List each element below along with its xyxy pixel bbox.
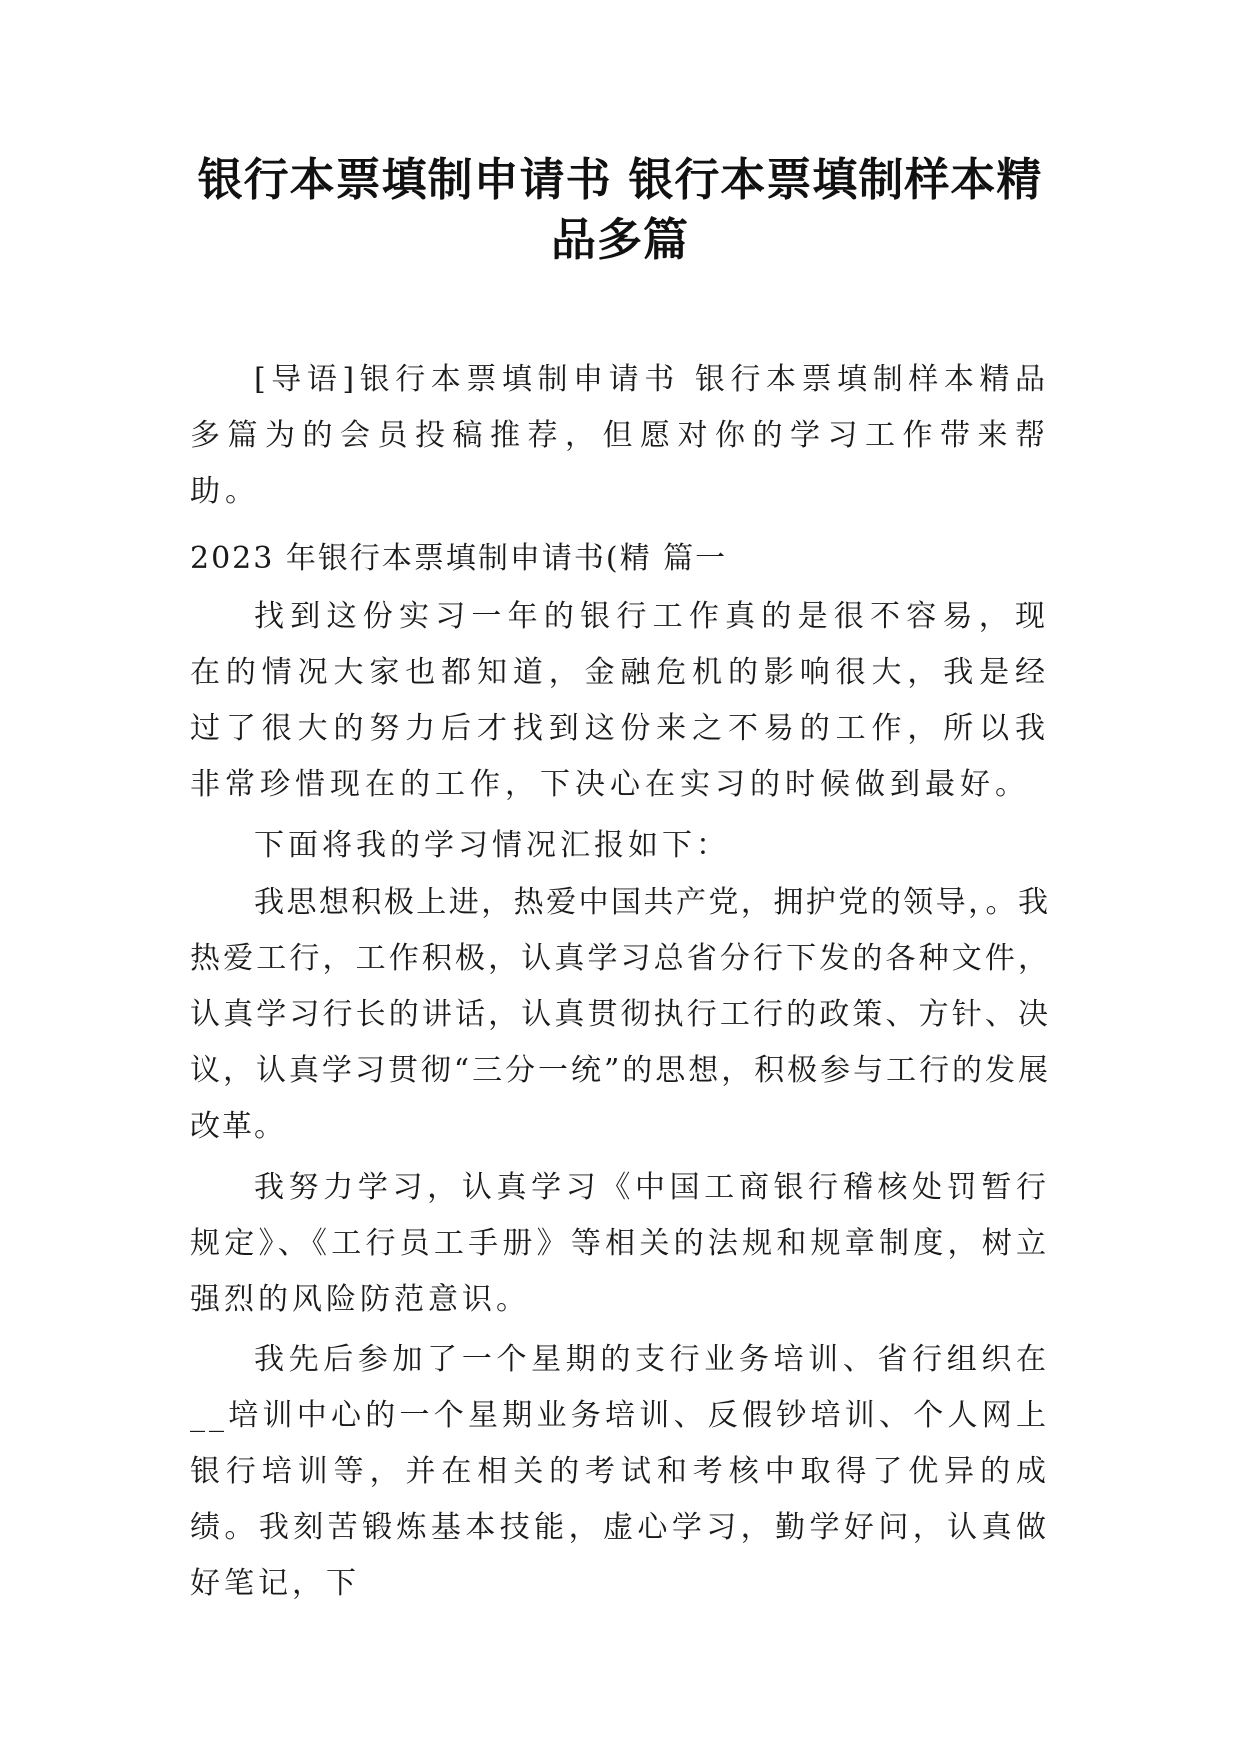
document-title-line-1: 银行本票填制申请书 银行本票填制样本精: [197, 153, 1043, 206]
body-paragraph: 下面将我的学习情况汇报如下：: [254, 828, 730, 863]
intro-paragraph: [导语]银行本票填制申请书 银行本票填制样本精品多篇为的会员投稿推荐，但愿对你的学习工作带来帮助。: [190, 362, 1050, 509]
section-heading: 2023 年银行本票填制申请书(精 篇一: [190, 541, 728, 576]
body-paragraph: 我思想积极上进，热爱中国共产党，拥护党的领导，。我热爱工行，工作积极，认真学习总省分行下发的各种文件，认真学习行长的讲话，认真贯彻执行工行的政策、方针、决议，认真学习贯彻“三分一统”的思想，积极参与工行的发展改革。: [190, 885, 1050, 1144]
body-paragraph: 我努力学习，认真学习《中国工商银行稽核处罚暂行规定》、《工行员工手册》等相关的法规和规章制度，树立强烈的风险防范意识。: [190, 1170, 1050, 1317]
document-title: [170, 150, 1070, 270]
document-title-line-2: 品多篇: [550, 213, 689, 266]
body-paragraph: 我先后参加了一个星期的支行业务培训、省行组织在__培训中心的一个星期业务培训、反假钞培训、个人网上银行培训等，并在相关的考试和考核中取得了优异的成绩。我刻苦锻炼基本技能，虚心学习，勤学好问，认真做好笔记，下: [190, 1342, 1050, 1601]
body-paragraph: 找到这份实习一年的银行工作真的是很不容易，现在的情况大家也都知道，金融危机的影响很大，我是经过了很大的努力后才找到这份来之不易的工作，所以我非常珍惜现在的工作，下决心在实习的时候做到最好。: [190, 599, 1050, 802]
